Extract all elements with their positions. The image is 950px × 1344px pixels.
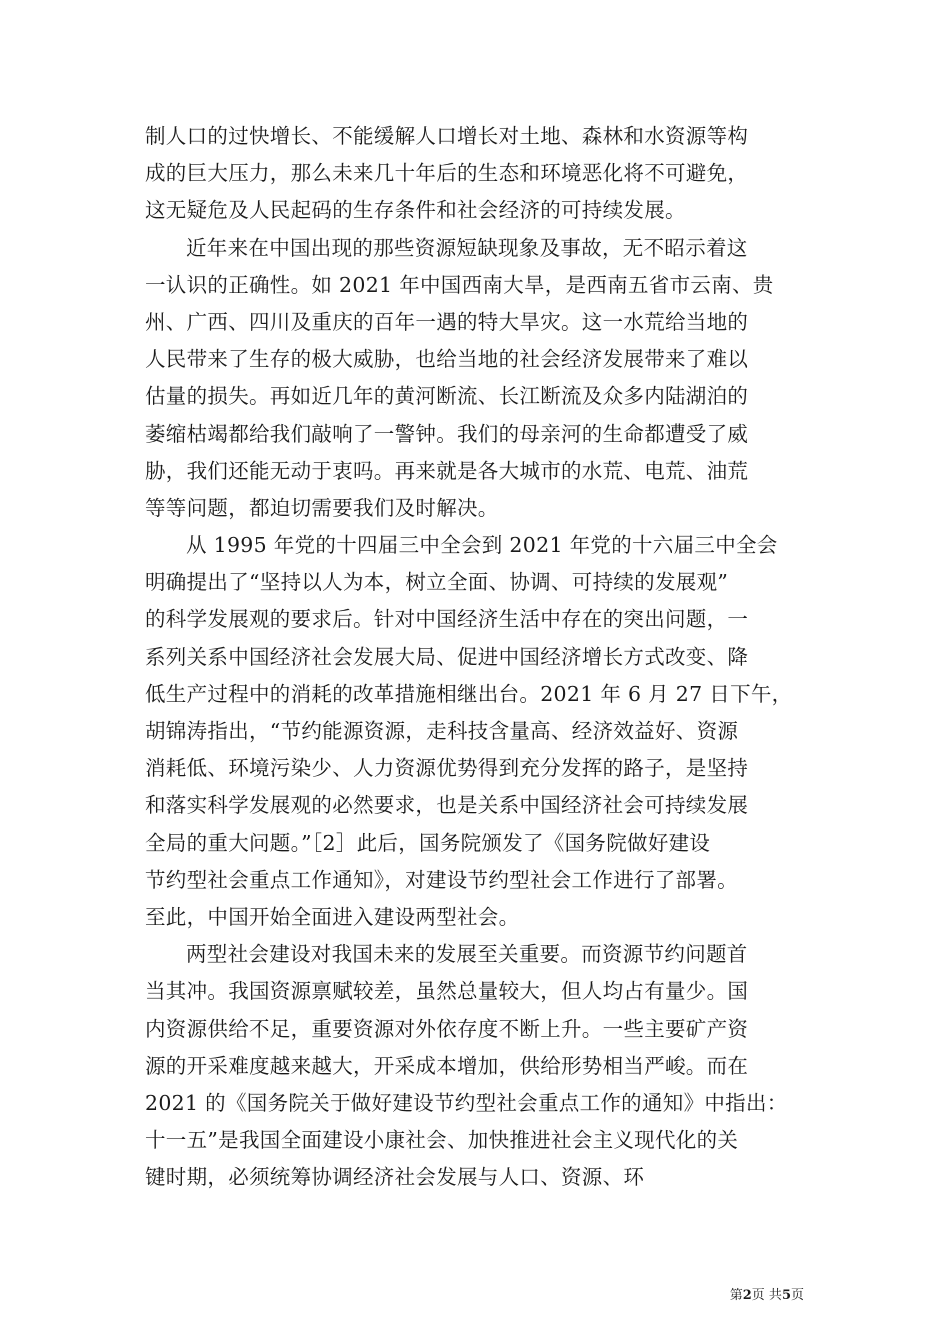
text-line: 明确提出了“坚持以人为本，树立全面、协调、可持续的发展观” xyxy=(145,570,729,595)
text-line: 一认识的正确性。如 2021 年中国西南大旱，是西南五省市云南、贵 xyxy=(145,272,774,297)
text-line: 州、广西、四川及重庆的百年一遇的特大旱灾。这一水荒给当地的 xyxy=(145,309,749,334)
text-line: 和落实科学发展观的必然要求，也是关系中国经济社会可持续发展 xyxy=(145,793,749,818)
page-footer xyxy=(730,1284,804,1303)
footer-prefix: 第 xyxy=(729,1288,743,1303)
text-line: 系列关系中国经济社会发展大局、促进中国经济增长方式改变、降 xyxy=(145,644,749,669)
paragraph xyxy=(145,230,810,528)
text-line: 键时期，必须统筹协调经济社会发展与人口、资源、环 xyxy=(145,1165,645,1190)
text-line: 消耗低、环境污染少、人力资源优势得到充分发挥的路子，是坚持 xyxy=(145,756,749,781)
text-line: 人民带来了生存的极大威胁，也给当地的社会经济发展带来了难以 xyxy=(145,347,749,372)
text-line: 低生产过程中的消耗的改革措施相继出台。2021 年 6 月 27 日下午， xyxy=(145,681,793,706)
text-line: 节约型社会重点工作通知》，对建设节约型社会工作进行了部署。 xyxy=(145,867,738,892)
text-line: 当其冲。我国资源禀赋较差，虽然总量较大，但人均占有量少。国 xyxy=(145,979,749,1004)
text-line: 两型社会建设对我国未来的发展至关重要。而资源节约问题首 xyxy=(186,942,748,967)
text-line: 从 1995 年党的十四届三中全会到 2021 年党的十六届三中全会 xyxy=(186,533,778,558)
paragraph xyxy=(145,527,810,936)
text-line: 估量的损失。再如近几年的黄河断流、长江断流及众多内陆湖泊的 xyxy=(145,384,749,409)
text-line: 的科学发展观的要求后。针对中国经济生活中存在的突出问题，一 xyxy=(145,607,749,632)
body-text xyxy=(145,118,810,1196)
text-line: 2021 的《国务院关于做好建设节约型社会重点工作的通知》中指出： xyxy=(145,1090,788,1115)
text-line: 至此，中国开始全面进入建设两型社会。 xyxy=(145,904,520,929)
text-line: 萎缩枯竭都给我们敲响了一警钟。我们的母亲河的生命都遭受了威 xyxy=(145,421,749,446)
footer-middle: 页 共 xyxy=(751,1288,782,1303)
text-line: 十一五”是我国全面建设小康社会、加快推进社会主义现代化的关 xyxy=(145,1128,739,1153)
footer-suffix: 页 xyxy=(790,1288,804,1303)
text-line: 这无疑危及人民起码的生存条件和社会经济的可持续发展。 xyxy=(145,198,686,223)
text-line: 源的开采难度越来越大，开采成本增加，供给形势相当严峻。而在 xyxy=(145,1053,749,1078)
current-page-number: 2 xyxy=(742,1288,752,1303)
paragraph xyxy=(145,936,810,1196)
text-line: 等等问题，都迫切需要我们及时解决。 xyxy=(145,495,499,520)
text-line: 胡锦涛指出，“节约能源资源，走科技含量高、经济效益好、资源 xyxy=(145,719,739,743)
paragraph xyxy=(145,118,810,230)
text-line: 制人口的过快增长、不能缓解人口增长对土地、森林和水资源等构 xyxy=(145,124,749,148)
text-line: 成的巨大压力，那么未来几十年后的生态和环境恶化将不可避免， xyxy=(145,161,749,186)
total-page-count: 5 xyxy=(781,1288,791,1303)
text-line: 胁，我们还能无动于衷吗。再来就是各大城市的水荒、电荒、油荒 xyxy=(145,458,749,483)
text-line: 近年来在中国出现的那些资源短缺现象及事故，无不昭示着这 xyxy=(186,235,748,260)
text-line: 全局的重大问题。”［2］此后，国务院颁发了《国务院做好建设 xyxy=(145,830,711,855)
text-line: 内资源供给不足，重要资源对外依存度不断上升。一些主要矿产资 xyxy=(145,1016,749,1041)
